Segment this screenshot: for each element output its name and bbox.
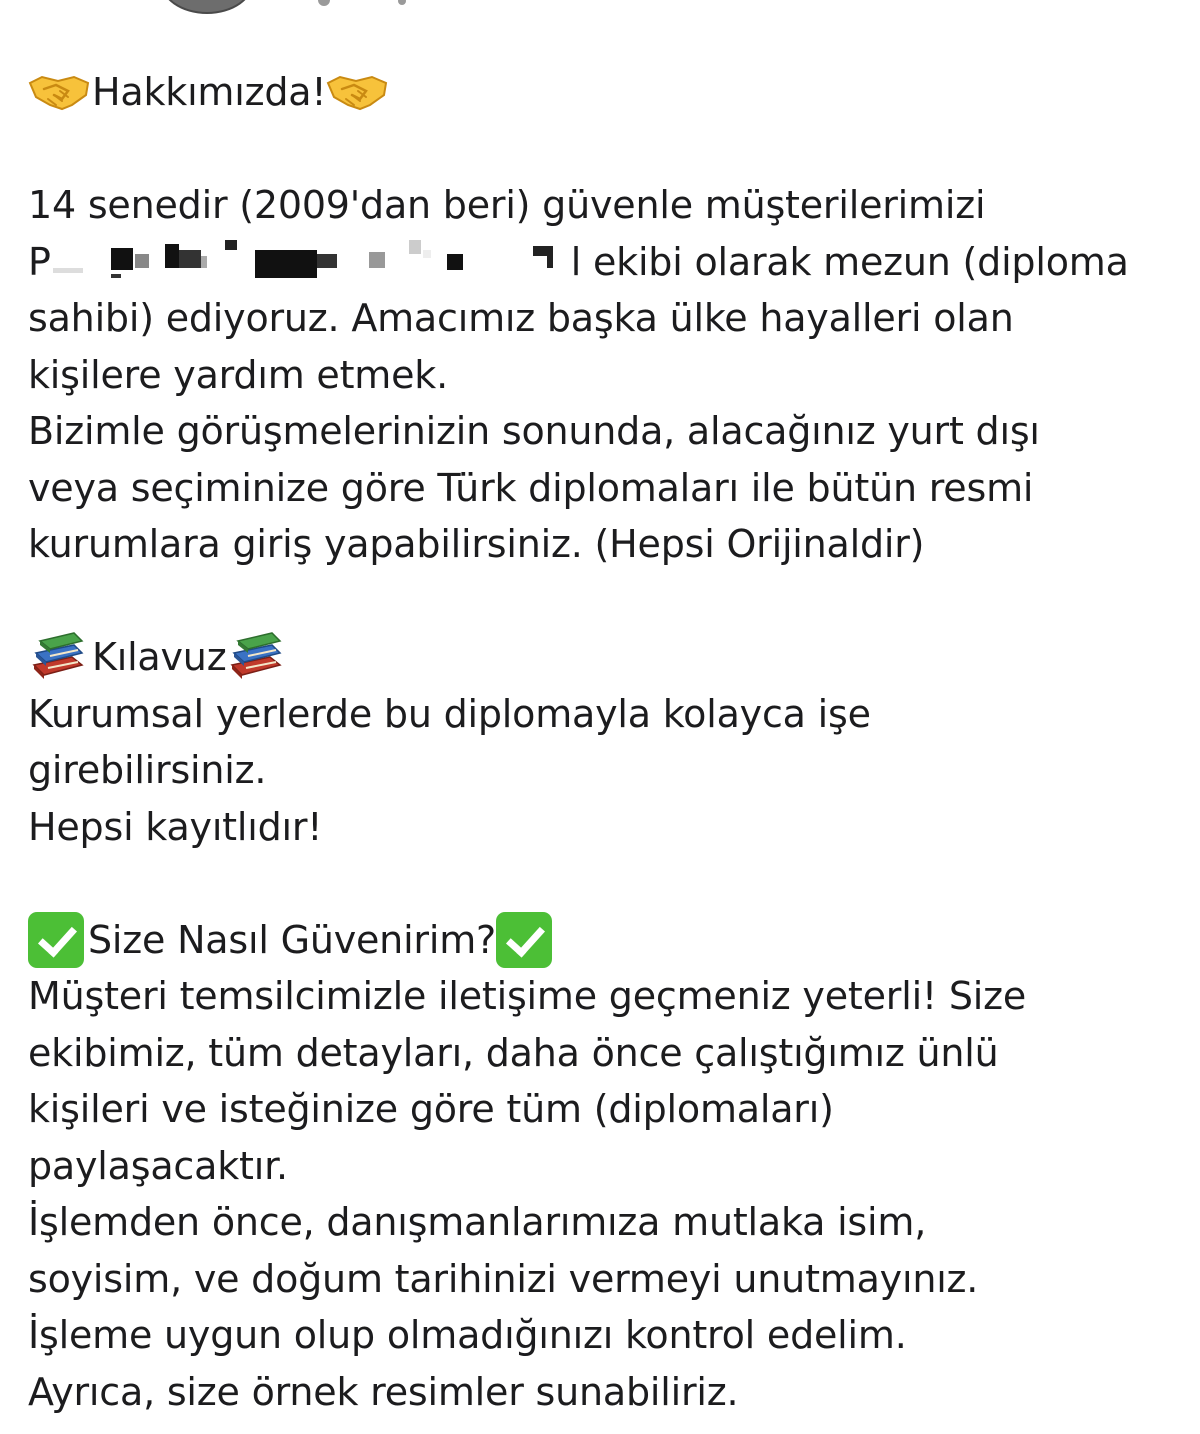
text-line: soyisim, ve doğum tarihinizi vermeyi unutmayınız.	[28, 1256, 979, 1301]
text-line: Kurumsal yerlerde bu diplomayla kolayca işe	[28, 691, 871, 736]
spacer	[28, 855, 1178, 912]
avatar	[160, 0, 254, 14]
text-line: kişilere yardım etmek.	[28, 352, 448, 397]
text-line: kurumlara giriş yapabilirsiniz. (Hepsi Orijinaldir)	[28, 522, 925, 566]
heading-text: Kılavuz	[92, 635, 227, 679]
text-line: ekibimiz, tüm detayları, daha önce çalıştığımız ünlü	[28, 1030, 999, 1075]
heading-hakkimizda	[28, 64, 1178, 121]
handshake-icon	[28, 71, 90, 111]
text-line: Hepsi kayıtlıdır!	[28, 804, 323, 849]
redacted-text	[51, 240, 571, 280]
header-dot	[318, 0, 330, 6]
heading-text: Size Nasıl Güvenirim?	[88, 917, 496, 962]
heading-text: Hakkımızda!	[92, 70, 327, 114]
text-line: Bizimle görüşmelerinizin sonunda, alacağınız yurt dışı	[28, 409, 1040, 453]
text-line: sahibi) ediyoruz. Amacımız başka ülke hayalleri olan	[28, 296, 1014, 340]
heading-size-nasil-guvenirim	[28, 912, 1178, 969]
header-dot	[398, 0, 406, 5]
check-mark-button-icon	[496, 912, 552, 968]
text-line: paylaşacaktır.	[28, 1143, 288, 1188]
text-fragment: P	[28, 239, 51, 284]
spacer	[28, 121, 1178, 178]
text-line: veya seçiminize göre Türk diplomaları ile bütün resmi	[28, 465, 1034, 510]
post-body	[28, 64, 1178, 1420]
spacer	[28, 573, 1178, 630]
text-line: Müşteri temsilcimizle iletişime geçmeniz yeterli! Size	[28, 974, 1027, 1018]
text-line: girebilirsiniz.	[28, 748, 267, 792]
handshake-icon	[326, 71, 388, 111]
check-mark-button-icon	[28, 912, 84, 968]
text-line: Ayrıca, size örnek resimler sunabiliriz.	[28, 1369, 739, 1414]
books-icon	[226, 631, 284, 681]
text-line: kişileri ve isteğinize göre tüm (diplomaları)	[28, 1087, 834, 1131]
text-line: İşlemden önce, danışmanlarımıza mutlaka isim,	[28, 1200, 927, 1244]
text-fragment: l ekibi olarak mezun (diploma	[570, 239, 1129, 284]
text-line: 14 senedir (2009'dan beri) güvenle müşterilerimizi	[28, 183, 986, 227]
books-icon	[28, 631, 86, 681]
text-line: İşleme uygun olup olmadığınızı kontrol edelim.	[28, 1313, 907, 1357]
text-line	[28, 234, 1178, 291]
heading-kilavuz	[28, 629, 1178, 686]
